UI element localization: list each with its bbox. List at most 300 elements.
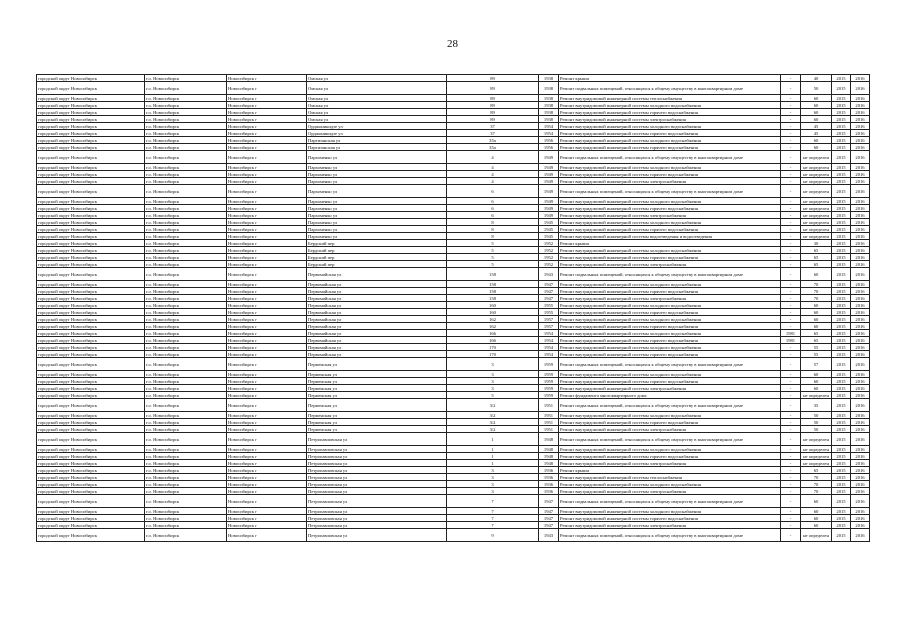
cell-year: 1949 [539, 198, 559, 205]
cell-locality: Новосибирск г [227, 392, 307, 399]
cell-house: 7 [447, 515, 539, 522]
table-row [37, 254, 870, 261]
cell-locality: Новосибирск г [227, 185, 307, 198]
cell-work: Ремонт внутридомовой инженерной системы горячего водоснабжения [559, 453, 781, 460]
cell-city: г.о. Новосибирск [145, 102, 227, 109]
cell-start-year: 2015 [832, 351, 851, 358]
table-row [37, 426, 870, 433]
cell-start-year: 2015 [832, 261, 851, 268]
cell-locality: Новосибирск г [227, 109, 307, 116]
cell-indicator: - [781, 95, 801, 102]
cell-house: 89 [447, 102, 539, 109]
cell-street: Омская ул [307, 82, 447, 95]
cell-house: 3/2 [447, 399, 539, 412]
cell-work: Ремонт внутридомовой инженерной системы электроснабжения [559, 212, 781, 219]
cell-year: 1957 [539, 316, 559, 323]
cell-start-year: 2015 [832, 385, 851, 392]
cell-work: Ремонт подвальных помещений, относящихся к общему имуществу в многоквартирном доме [559, 268, 781, 281]
cell-house: 8 [447, 233, 539, 240]
cell-street: Пархоменко ул [307, 205, 447, 212]
cell-district: городской округ Новосибирск [37, 198, 145, 205]
cell-street: Омская ул [307, 116, 447, 123]
cell-locality: Новосибирск г [227, 309, 307, 316]
cell-period: 30 [801, 240, 832, 247]
cell-locality: Новосибирск г [227, 481, 307, 488]
cell-street: Перменская ул [307, 399, 447, 412]
cell-end-year: 2016 [851, 123, 870, 130]
cell-house: 1 [447, 453, 539, 460]
cell-locality: Новосибирск г [227, 123, 307, 130]
cell-locality: Новосибирск г [227, 281, 307, 288]
cell-end-year: 2016 [851, 198, 870, 205]
table-row [37, 529, 870, 542]
cell-house: 170 [447, 344, 539, 351]
cell-work: Ремонт внутридомовой инженерной системы электроснабжения [559, 385, 781, 392]
cell-start-year: 2015 [832, 178, 851, 185]
cell-year: 1945 [539, 233, 559, 240]
cell-work: Ремонт внутридомовой инженерной системы горячего водоснабжения [559, 515, 781, 522]
cell-year: 1952 [539, 261, 559, 268]
cell-indicator: - [781, 522, 801, 529]
cell-district: городской округ Новосибирск [37, 419, 145, 426]
cell-start-year: 2015 [832, 309, 851, 316]
cell-end-year: 2016 [851, 385, 870, 392]
cell-period: 60 [801, 495, 832, 508]
cell-start-year: 2015 [832, 316, 851, 323]
cell-year: 1956 [539, 137, 559, 144]
cell-house: 4 [447, 178, 539, 185]
cell-locality: Новосибирск г [227, 302, 307, 309]
cell-work: Ремонт фундамента многоквартирного дома [559, 392, 781, 399]
cell-district: городской округ Новосибирск [37, 95, 145, 102]
cell-street: Омская ул [307, 75, 447, 82]
cell-year: 1954 [539, 337, 559, 344]
table-row [37, 233, 870, 240]
table-row [37, 351, 870, 358]
cell-city: г.о. Новосибирск [145, 164, 227, 171]
cell-start-year: 2015 [832, 371, 851, 378]
cell-city: г.о. Новосибирск [145, 316, 227, 323]
table-row [37, 399, 870, 412]
cell-end-year: 2016 [851, 171, 870, 178]
cell-indicator: - [781, 399, 801, 412]
cell-locality: Новосибирск г [227, 474, 307, 481]
cell-start-year: 2015 [832, 226, 851, 233]
cell-year: 1959 [539, 392, 559, 399]
cell-city: г.о. Новосибирск [145, 515, 227, 522]
cell-work: Ремонт подвальных помещений, относящихся к общему имуществу в многоквартирном доме [559, 358, 781, 371]
cell-work: Ремонт крыши [559, 75, 781, 82]
cell-city: г.о. Новосибирск [145, 82, 227, 95]
cell-district: городской округ Новосибирск [37, 399, 145, 412]
cell-house: 8 [447, 219, 539, 226]
cell-street: Петропавловская ул [307, 488, 447, 495]
table-row [37, 330, 870, 337]
cell-locality: Новосибирск г [227, 116, 307, 123]
cell-year: 1954 [539, 344, 559, 351]
cell-city: г.о. Новосибирск [145, 488, 227, 495]
cell-indicator: - [781, 344, 801, 351]
cell-house: 1 [447, 433, 539, 446]
cell-period: 60 [801, 323, 832, 330]
cell-indicator: - [781, 240, 801, 247]
table-row [37, 419, 870, 426]
cell-city: г.о. Новосибирск [145, 371, 227, 378]
cell-house: 89 [447, 75, 539, 82]
cell-year: 1949 [539, 185, 559, 198]
cell-period: 55 [801, 344, 832, 351]
cell-indicator: - [781, 219, 801, 226]
cell-indicator: - [781, 281, 801, 288]
cell-work: Ремонт подвальных помещений, относящихся к общему имуществу в многоквартирном доме [559, 82, 781, 95]
cell-indicator: - [781, 102, 801, 109]
cell-start-year: 2015 [832, 481, 851, 488]
cell-end-year: 2016 [851, 288, 870, 295]
cell-locality: Новосибирск г [227, 219, 307, 226]
cell-indicator: - [781, 247, 801, 254]
cell-period: не определен [801, 433, 832, 446]
cell-locality: Новосибирск г [227, 426, 307, 433]
cell-end-year: 2016 [851, 467, 870, 474]
cell-indicator: - [781, 164, 801, 171]
cell-start-year: 2015 [832, 219, 851, 226]
cell-year: 1955 [539, 302, 559, 309]
cell-work: Ремонт внутридомовой инженерной системы горячего водоснабжения [559, 323, 781, 330]
cell-start-year: 2015 [832, 378, 851, 385]
cell-house: 166 [447, 337, 539, 344]
cell-indicator: - [781, 151, 801, 164]
cell-city: г.о. Новосибирск [145, 467, 227, 474]
cell-district: городской округ Новосибирск [37, 205, 145, 212]
table-row [37, 412, 870, 419]
cell-street: Первомайская ул [307, 344, 447, 351]
cell-work: Ремонт внутридомовой инженерной системы холодного водоснабжения [559, 302, 781, 309]
cell-period: 60 [801, 309, 832, 316]
cell-street: Пархоменко ул [307, 198, 447, 205]
cell-district: городской округ Новосибирск [37, 219, 145, 226]
cell-indicator: - [781, 178, 801, 185]
cell-work: Ремонт внутридомовой инженерной системы холодного водоснабжения [559, 344, 781, 351]
cell-year: 1947 [539, 508, 559, 515]
cell-start-year: 2015 [832, 453, 851, 460]
cell-start-year: 2015 [832, 123, 851, 130]
cell-district: городской округ Новосибирск [37, 378, 145, 385]
cell-district: городской округ Новосибирск [37, 316, 145, 323]
cell-city: г.о. Новосибирск [145, 358, 227, 371]
table-row [37, 95, 870, 102]
cell-end-year: 2016 [851, 344, 870, 351]
cell-district: городской округ Новосибирск [37, 351, 145, 358]
cell-locality: Новосибирск г [227, 522, 307, 529]
cell-house: 3 [447, 467, 539, 474]
cell-start-year: 2015 [832, 233, 851, 240]
cell-indicator: - [781, 109, 801, 116]
cell-work: Ремонт внутридомовой инженерной системы электроснабжения [559, 261, 781, 268]
cell-year: 1957 [539, 323, 559, 330]
cell-work: Ремонт внутридомовой инженерной системы холодного водоснабжения [559, 281, 781, 288]
cell-locality: Новосибирск г [227, 164, 307, 171]
cell-district: городской округ Новосибирск [37, 295, 145, 302]
cell-indicator: - [781, 474, 801, 481]
cell-period: 60 [801, 378, 832, 385]
cell-district: городской округ Новосибирск [37, 453, 145, 460]
cell-work: Ремонт внутридомовой инженерной системы горячего водоснабжения [559, 337, 781, 344]
cell-house: 5 [447, 392, 539, 399]
cell-house: 1 [447, 446, 539, 453]
cell-work: Ремонт внутридомовой инженерной системы холодного водоснабжения [559, 198, 781, 205]
cell-house: 5 [447, 261, 539, 268]
cell-house: 158 [447, 288, 539, 295]
cell-period: не определен [801, 219, 832, 226]
cell-locality: Новосибирск г [227, 453, 307, 460]
cell-city: г.о. Новосибирск [145, 130, 227, 137]
table-row [37, 178, 870, 185]
cell-locality: Новосибирск г [227, 212, 307, 219]
cell-house: 3/2 [447, 419, 539, 426]
cell-work: Ремонт внутридомовой инженерной системы горячего водоснабжения [559, 144, 781, 151]
cell-period: 60 [801, 116, 832, 123]
cell-period: не определен [801, 178, 832, 185]
cell-house: 7 [447, 495, 539, 508]
table-row [37, 337, 870, 344]
cell-work: Ремонт подвальных помещений, относящихся к общему имуществу в многоквартирном доме [559, 495, 781, 508]
cell-district: городской округ Новосибирск [37, 233, 145, 240]
table-row [37, 82, 870, 95]
cell-locality: Новосибирск г [227, 344, 307, 351]
cell-street: Первомайская ул [307, 309, 447, 316]
cell-city: г.о. Новосибирск [145, 453, 227, 460]
cell-period: не определен [801, 205, 832, 212]
cell-locality: Новосибирск г [227, 137, 307, 144]
cell-year: 1952 [539, 254, 559, 261]
cell-locality: Новосибирск г [227, 240, 307, 247]
cell-end-year: 2016 [851, 281, 870, 288]
cell-locality: Новосибирск г [227, 433, 307, 446]
cell-work: Ремонт внутридомовой инженерной системы теплоснабжения [559, 95, 781, 102]
cell-work: Ремонт внутридомовой инженерной системы горячего водоснабжения [559, 378, 781, 385]
cell-work: Ремонт внутридомовой инженерной системы горячего водоснабжения [559, 109, 781, 116]
cell-indicator: - [781, 351, 801, 358]
cell-street: Перменская ул [307, 412, 447, 419]
cell-year: 1947 [539, 522, 559, 529]
cell-start-year: 2015 [832, 198, 851, 205]
cell-district: городской округ Новосибирск [37, 185, 145, 198]
cell-year: 1954 [539, 130, 559, 137]
cell-city: г.о. Новосибирск [145, 302, 227, 309]
cell-city: г.о. Новосибирск [145, 261, 227, 268]
cell-street: Петропавловская ул [307, 522, 447, 529]
cell-work: Ремонт подвальных помещений, относящихся к общему имуществу в многоквартирном доме [559, 151, 781, 164]
cell-indicator: - [781, 460, 801, 467]
cell-year: 1948 [539, 433, 559, 446]
cell-period: 70 [801, 281, 832, 288]
cell-year: 1948 [539, 446, 559, 453]
cell-locality: Новосибирск г [227, 198, 307, 205]
table-row [37, 219, 870, 226]
cell-locality: Новосибирск г [227, 233, 307, 240]
cell-indicator: - [781, 288, 801, 295]
cell-start-year: 2015 [832, 467, 851, 474]
cell-locality: Новосибирск г [227, 178, 307, 185]
cell-city: г.о. Новосибирск [145, 344, 227, 351]
cell-street: Петропавловская ул [307, 495, 447, 508]
cell-work: Ремонт внутридомовой инженерной системы холодного водоснабжения [559, 371, 781, 378]
table-row [37, 515, 870, 522]
cell-indicator: - [781, 130, 801, 137]
cell-year: 1952 [539, 240, 559, 247]
cell-district: городской округ Новосибирск [37, 254, 145, 261]
cell-end-year: 2016 [851, 233, 870, 240]
cell-end-year: 2016 [851, 102, 870, 109]
cell-district: городской округ Новосибирск [37, 495, 145, 508]
cell-indicator: - [781, 212, 801, 219]
cell-house: 3 [447, 488, 539, 495]
cell-start-year: 2015 [832, 185, 851, 198]
cell-street: Перменская ул [307, 426, 447, 433]
cell-year: 1936 [539, 474, 559, 481]
cell-house: 4 [447, 151, 539, 164]
cell-start-year: 2015 [832, 281, 851, 288]
cell-work: Ремонт внутридомовой инженерной системы холодного водоснабжения [559, 412, 781, 419]
table-row [37, 281, 870, 288]
repair-schedule-table-container [36, 74, 869, 542]
cell-locality: Новосибирск г [227, 247, 307, 254]
table-row [37, 137, 870, 144]
cell-work: Ремонт внутридомовой инженерной системы электроснабжения [559, 426, 781, 433]
cell-year: 1959 [539, 371, 559, 378]
cell-work: Ремонт внутридомовой инженерной системы горячего водоснабжения [559, 309, 781, 316]
cell-end-year: 2016 [851, 495, 870, 508]
cell-period: 35 [801, 399, 832, 412]
table-row [37, 433, 870, 446]
cell-city: г.о. Новосибирск [145, 212, 227, 219]
cell-end-year: 2016 [851, 351, 870, 358]
cell-district: городской округ Новосибирск [37, 75, 145, 82]
cell-locality: Новосибирск г [227, 288, 307, 295]
cell-house: 3 [447, 378, 539, 385]
cell-street: Партизанская ул [307, 144, 447, 151]
cell-indicator: - [781, 515, 801, 522]
cell-district: городской округ Новосибирск [37, 164, 145, 171]
cell-year: 1936 [539, 481, 559, 488]
cell-city: г.о. Новосибирск [145, 330, 227, 337]
cell-period: не определен [801, 151, 832, 164]
cell-street: Пархоменко ул [307, 226, 447, 233]
cell-year: 1947 [539, 515, 559, 522]
cell-work: Ремонт внутридомовой инженерной системы водоотведения и водоотведения [559, 233, 781, 240]
cell-work: Ремонт внутридомовой инженерной системы холодного водоснабжения [559, 446, 781, 453]
cell-district: городской округ Новосибирск [37, 358, 145, 371]
cell-house: 89 [447, 95, 539, 102]
cell-year: 1951 [539, 426, 559, 433]
cell-year: 1945 [539, 219, 559, 226]
cell-work: Ремонт внутридомовой инженерной системы горячего водоснабжения [559, 205, 781, 212]
cell-district: городской округ Новосибирск [37, 488, 145, 495]
cell-year: 1947 [539, 281, 559, 288]
cell-indicator: - [781, 467, 801, 474]
cell-indicator: 1981 [781, 330, 801, 337]
cell-indicator: - [781, 385, 801, 392]
cell-street: Первомайская ул [307, 302, 447, 309]
cell-city: г.о. Новосибирск [145, 392, 227, 399]
cell-work: Ремонт внутридомовой инженерной системы горячего водоснабжения [559, 419, 781, 426]
cell-work: Ремонт внутридомовой инженерной системы электроснабжения [559, 116, 781, 123]
cell-period: 60 [801, 302, 832, 309]
cell-locality: Новосибирск г [227, 358, 307, 371]
cell-city: г.о. Новосибирск [145, 508, 227, 515]
cell-street: Пархоменко ул [307, 219, 447, 226]
cell-period: 70 [801, 481, 832, 488]
cell-city: г.о. Новосибирск [145, 219, 227, 226]
cell-district: городской округ Новосибирск [37, 481, 145, 488]
cell-locality: Новосибирск г [227, 75, 307, 82]
cell-locality: Новосибирск г [227, 488, 307, 495]
cell-work: Ремонт внутридомовой инженерной системы холодного водоснабжения [559, 481, 781, 488]
cell-year: 1947 [539, 288, 559, 295]
cell-end-year: 2016 [851, 240, 870, 247]
cell-year: 1938 [539, 95, 559, 102]
cell-district: городской округ Новосибирск [37, 330, 145, 337]
cell-city: г.о. Новосибирск [145, 378, 227, 385]
cell-locality: Новосибирск г [227, 151, 307, 164]
table-row [37, 102, 870, 109]
cell-house: 6 [447, 212, 539, 219]
table-row [37, 460, 870, 467]
cell-house: 5 [447, 240, 539, 247]
cell-district: городской округ Новосибирск [37, 522, 145, 529]
cell-street: Петропавловская ул [307, 508, 447, 515]
cell-city: г.о. Новосибирск [145, 288, 227, 295]
cell-start-year: 2015 [832, 522, 851, 529]
cell-period: 60 [801, 508, 832, 515]
cell-end-year: 2016 [851, 412, 870, 419]
table-row [37, 495, 870, 508]
cell-work: Ремонт внутридомовой инженерной системы холодного водоснабжения [559, 219, 781, 226]
cell-house: 158 [447, 295, 539, 302]
cell-year: 1943 [539, 268, 559, 281]
cell-year: 1947 [539, 295, 559, 302]
cell-period: 60 [801, 522, 832, 529]
cell-indicator: - [781, 495, 801, 508]
cell-end-year: 2016 [851, 95, 870, 102]
cell-street: Петропавловская ул [307, 529, 447, 542]
cell-city: г.о. Новосибирск [145, 419, 227, 426]
cell-district: городской округ Новосибирск [37, 137, 145, 144]
cell-end-year: 2016 [851, 109, 870, 116]
cell-start-year: 2015 [832, 288, 851, 295]
cell-start-year: 2015 [832, 268, 851, 281]
cell-period: не определен [801, 212, 832, 219]
cell-start-year: 2015 [832, 412, 851, 419]
cell-start-year: 2015 [832, 95, 851, 102]
cell-district: городской округ Новосибирск [37, 337, 145, 344]
cell-year: 1949 [539, 178, 559, 185]
cell-indicator: - [781, 446, 801, 453]
cell-indicator: - [781, 144, 801, 151]
table-row [37, 453, 870, 460]
cell-city: г.о. Новосибирск [145, 198, 227, 205]
cell-district: городской округ Новосибирск [37, 171, 145, 178]
cell-city: г.о. Новосибирск [145, 233, 227, 240]
cell-indicator: - [781, 233, 801, 240]
cell-street: Бердский пер [307, 247, 447, 254]
cell-street: Орджоникидзе ул [307, 130, 447, 137]
table-row [37, 75, 870, 82]
cell-start-year: 2015 [832, 358, 851, 371]
cell-street: Пархоменко ул [307, 233, 447, 240]
cell-start-year: 2015 [832, 474, 851, 481]
cell-street: Первомайская ул [307, 323, 447, 330]
